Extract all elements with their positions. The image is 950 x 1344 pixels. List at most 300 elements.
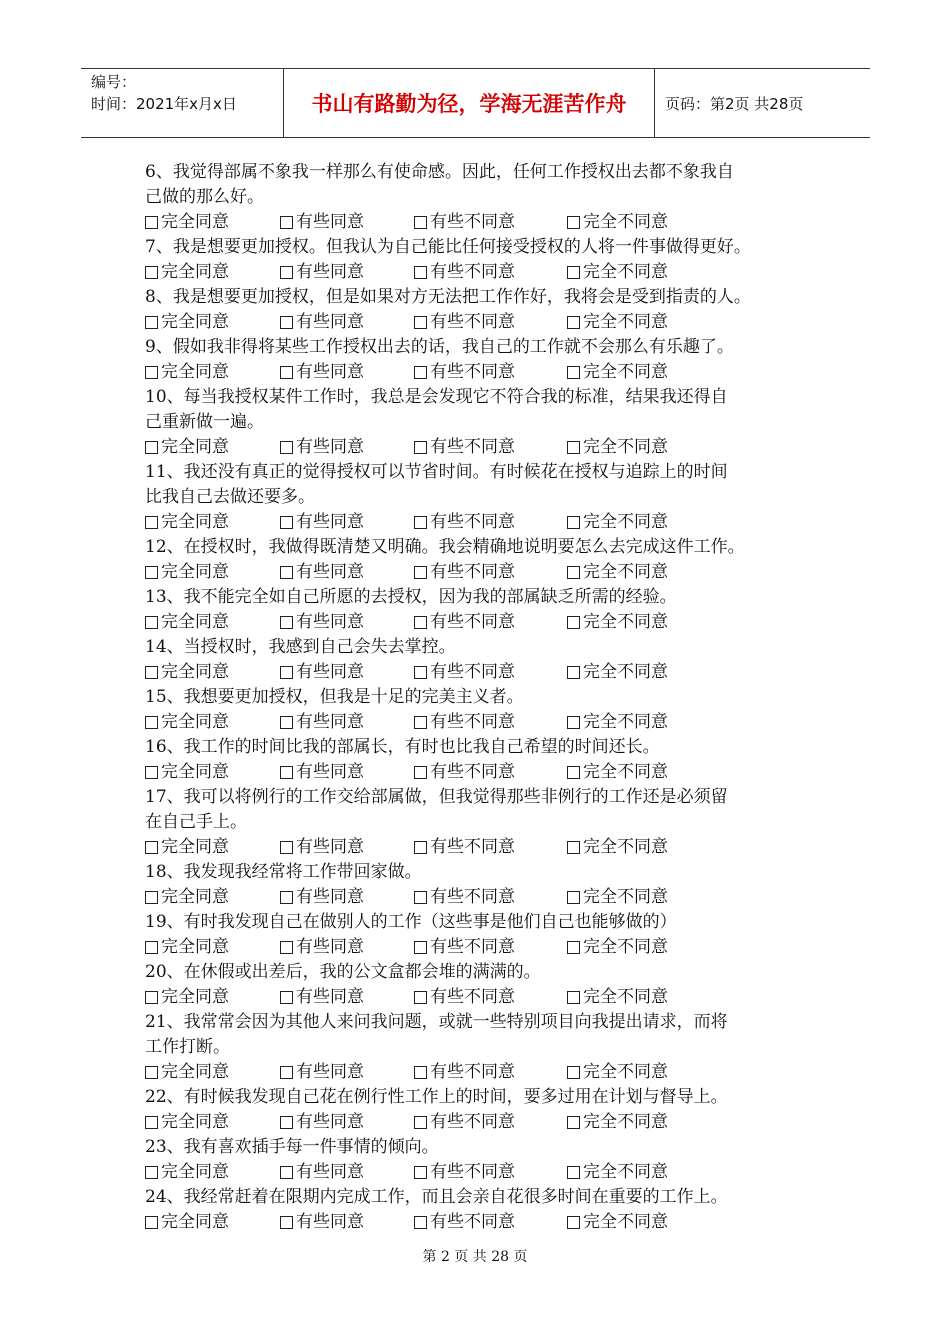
answer-option[interactable] <box>414 1210 567 1235</box>
answer-option[interactable] <box>414 760 567 785</box>
answer-option-label: 有些同意 <box>296 612 364 632</box>
answer-option-label: 有些同意 <box>296 312 364 332</box>
answer-option[interactable] <box>414 1060 567 1085</box>
answer-options <box>145 985 825 1010</box>
answer-option[interactable] <box>145 1060 280 1085</box>
answer-option-label: 有些同意 <box>296 712 364 732</box>
checkbox-icon[interactable] <box>145 366 158 379</box>
checkbox-icon[interactable] <box>414 841 427 854</box>
page-footer: 第 2 页 共 28 页 <box>422 1249 528 1265</box>
header-meta <box>81 69 283 137</box>
answer-option[interactable] <box>145 885 280 910</box>
answer-option[interactable] <box>280 1210 414 1235</box>
answer-option-label: 有些不同意 <box>430 512 515 532</box>
answer-option[interactable] <box>414 210 567 235</box>
answer-option-label: 完全不同意 <box>583 437 668 457</box>
question-item <box>145 1185 825 1235</box>
answer-option-label: 有些同意 <box>296 262 364 282</box>
answer-option[interactable] <box>280 935 414 960</box>
question-text: 6、我觉得部属不象我一样那么有使命感。因此，任何工作授权出去都不象我自 <box>145 162 734 182</box>
answer-option-label: 有些不同意 <box>430 212 515 232</box>
answer-option-label: 有些同意 <box>296 887 364 907</box>
answer-option[interactable] <box>145 610 280 635</box>
checkbox-icon[interactable] <box>414 316 427 329</box>
question-text: 己做的那么好。 <box>145 187 264 207</box>
checkbox-icon[interactable] <box>567 216 580 229</box>
answer-option-label: 有些不同意 <box>430 837 515 857</box>
question-item <box>145 685 825 735</box>
answer-option[interactable] <box>567 510 668 535</box>
question-item <box>145 460 825 535</box>
answer-option-label: 有些不同意 <box>430 1162 515 1182</box>
answer-option-label: 有些同意 <box>296 937 364 957</box>
answer-option[interactable] <box>567 310 668 335</box>
checkbox-icon[interactable] <box>414 1166 427 1179</box>
answer-option[interactable] <box>280 560 414 585</box>
answer-option[interactable] <box>145 510 280 535</box>
answer-option[interactable] <box>567 660 668 685</box>
answer-option[interactable] <box>414 1110 567 1135</box>
answer-option[interactable] <box>145 260 280 285</box>
answer-option[interactable] <box>414 560 567 585</box>
answer-option[interactable] <box>567 935 668 960</box>
answer-option-label: 完全不同意 <box>583 712 668 732</box>
answer-option-label: 完全不同意 <box>583 262 668 282</box>
answer-option[interactable] <box>567 560 668 585</box>
checkbox-icon[interactable] <box>280 516 293 529</box>
checkbox-icon[interactable] <box>567 316 580 329</box>
answer-options <box>145 1110 825 1135</box>
question-item <box>145 235 825 285</box>
answer-option-label: 完全同意 <box>161 212 229 232</box>
question-text: 13、我不能完全如自己所愿的去授权，因为我的部属缺乏所需的经验。 <box>145 587 677 607</box>
answer-option-label: 有些不同意 <box>430 1062 515 1082</box>
answer-option-label: 完全同意 <box>161 512 229 532</box>
answer-option-label: 有些同意 <box>296 1212 364 1232</box>
answer-option-label: 完全同意 <box>161 1212 229 1232</box>
answer-option[interactable] <box>280 885 414 910</box>
checkbox-icon[interactable] <box>280 316 293 329</box>
checkbox-icon[interactable] <box>414 666 427 679</box>
answer-option-label: 有些同意 <box>296 1162 364 1182</box>
answer-option[interactable] <box>280 310 414 335</box>
question-text: 15、我想要更加授权，但我是十足的完美主义者。 <box>145 687 524 707</box>
question-text: 17、我可以将例行的工作交给部属做，但我觉得那些非例行的工作还是必须留 <box>145 787 728 807</box>
checkbox-icon[interactable] <box>280 441 293 454</box>
answer-options <box>145 510 825 535</box>
answer-option-label: 有些同意 <box>296 1062 364 1082</box>
checkbox-icon[interactable] <box>280 216 293 229</box>
answer-option[interactable] <box>567 210 668 235</box>
question-text: 工作打断。 <box>145 1037 230 1057</box>
answer-option-label: 有些同意 <box>296 212 364 232</box>
answer-option-label: 有些同意 <box>296 437 364 457</box>
answer-option[interactable] <box>145 210 280 235</box>
question-text: 23、我有喜欢插手每一件事情的倾向。 <box>145 1137 439 1157</box>
checkbox-icon[interactable] <box>145 516 158 529</box>
answer-option-label: 完全同意 <box>161 612 229 632</box>
answer-option[interactable] <box>414 510 567 535</box>
question-text: 21、我常常会因为其他人来问我问题，或就一些特别项目向我提出请求，而将 <box>145 1012 728 1032</box>
checkbox-icon[interactable] <box>414 1116 427 1129</box>
checkbox-icon[interactable] <box>280 716 293 729</box>
answer-option-label: 完全不同意 <box>583 612 668 632</box>
answer-option[interactable] <box>145 310 280 335</box>
checkbox-icon[interactable] <box>414 441 427 454</box>
answer-option-label: 有些同意 <box>296 562 364 582</box>
answer-option-label: 有些不同意 <box>430 1212 515 1232</box>
answer-options <box>145 435 825 460</box>
document-number-label: 编号： <box>91 73 137 91</box>
question-text: 比我自己去做还要多。 <box>145 487 315 507</box>
answer-option-label: 有些不同意 <box>430 762 515 782</box>
checkbox-icon[interactable] <box>567 1116 580 1129</box>
answer-option[interactable] <box>280 985 414 1010</box>
answer-option[interactable] <box>280 210 414 235</box>
checkbox-icon[interactable] <box>145 616 158 629</box>
answer-option[interactable] <box>280 610 414 635</box>
answer-option-label: 有些同意 <box>296 512 364 532</box>
checkbox-icon[interactable] <box>567 666 580 679</box>
answer-option-label: 完全不同意 <box>583 362 668 382</box>
page-info: 页码：第2页 共28页 <box>665 94 804 113</box>
question-text: 14、当授权时，我感到自己会失去掌控。 <box>145 637 456 657</box>
checkbox-icon[interactable] <box>280 1066 293 1079</box>
answer-option-label: 完全同意 <box>161 362 229 382</box>
answer-option[interactable] <box>414 985 567 1010</box>
answer-option[interactable] <box>414 610 567 635</box>
answer-options <box>145 710 825 735</box>
answer-option-label: 完全同意 <box>161 887 229 907</box>
answer-option-label: 完全不同意 <box>583 312 668 332</box>
answer-option[interactable] <box>280 1160 414 1185</box>
answer-option-label: 有些同意 <box>296 762 364 782</box>
answer-option-label: 完全同意 <box>161 312 229 332</box>
answer-option[interactable] <box>567 885 668 910</box>
checkbox-icon[interactable] <box>145 316 158 329</box>
answer-option-label: 完全不同意 <box>583 1212 668 1232</box>
question-text: 18、我发现我经常将工作带回家做。 <box>145 862 422 882</box>
answer-option-label: 有些不同意 <box>430 437 515 457</box>
answer-options <box>145 360 825 385</box>
answer-option-label: 有些同意 <box>296 662 364 682</box>
answer-option[interactable] <box>280 760 414 785</box>
question-item <box>145 335 825 385</box>
answer-options <box>145 1060 825 1085</box>
answer-option[interactable] <box>567 985 668 1010</box>
checkbox-icon[interactable] <box>280 1116 293 1129</box>
answer-option[interactable] <box>414 435 567 460</box>
checkbox-icon[interactable] <box>280 666 293 679</box>
checkbox-icon[interactable] <box>414 616 427 629</box>
answer-option-label: 有些不同意 <box>430 362 515 382</box>
answer-option-label: 有些不同意 <box>430 987 515 1007</box>
document-date: 时间：2021年x月x日 <box>91 95 237 113</box>
checkbox-icon[interactable] <box>280 1216 293 1229</box>
question-item <box>145 960 825 1010</box>
header-page-info-cell <box>655 69 870 137</box>
checkbox-icon[interactable] <box>567 941 580 954</box>
answer-options <box>145 560 825 585</box>
question-text: 12、在授权时，我做得既清楚又明确。我会精确地说明要怎么去完成这件工作。 <box>145 537 745 557</box>
checkbox-icon[interactable] <box>280 566 293 579</box>
checkbox-icon[interactable] <box>145 991 158 1004</box>
question-item <box>145 585 825 635</box>
answer-option[interactable] <box>280 710 414 735</box>
question-item <box>145 1085 825 1135</box>
answer-option-label: 完全不同意 <box>583 937 668 957</box>
answer-option-label: 有些同意 <box>296 362 364 382</box>
answer-option[interactable] <box>414 660 567 685</box>
answer-option-label: 有些同意 <box>296 837 364 857</box>
answer-option[interactable] <box>280 660 414 685</box>
answer-option[interactable] <box>145 660 280 685</box>
answer-option[interactable] <box>414 935 567 960</box>
question-text: 8、我是想要更加授权，但是如果对方无法把工作作好，我将会是受到指责的人。 <box>145 287 751 307</box>
checkbox-icon[interactable] <box>567 1216 580 1229</box>
checkbox-icon[interactable] <box>145 666 158 679</box>
checkbox-icon[interactable] <box>280 366 293 379</box>
answer-option[interactable] <box>414 710 567 735</box>
checkbox-icon[interactable] <box>145 566 158 579</box>
checkbox-icon[interactable] <box>145 891 158 904</box>
page-header <box>81 68 870 138</box>
answer-option-label: 有些不同意 <box>430 612 515 632</box>
answer-options <box>145 260 825 285</box>
answer-option[interactable] <box>280 510 414 535</box>
question-item <box>145 1135 825 1185</box>
checkbox-icon[interactable] <box>145 766 158 779</box>
question-item <box>145 160 825 235</box>
answer-options <box>145 835 825 860</box>
answer-option[interactable] <box>567 435 668 460</box>
question-text: 10、每当我授权某件工作时，我总是会发现它不符合我的标准，结果我还得自 <box>145 387 728 407</box>
answer-options <box>145 1210 825 1235</box>
question-text: 16、我工作的时间比我的部属长，有时也比我自己希望的时间还长。 <box>145 737 660 757</box>
answer-options <box>145 310 825 335</box>
answer-option-label: 有些不同意 <box>430 262 515 282</box>
checkbox-icon[interactable] <box>567 366 580 379</box>
checkbox-icon[interactable] <box>414 941 427 954</box>
checkbox-icon[interactable] <box>414 216 427 229</box>
checkbox-icon[interactable] <box>414 266 427 279</box>
checkbox-icon[interactable] <box>145 441 158 454</box>
answer-option-label: 完全同意 <box>161 837 229 857</box>
answer-option-label: 完全同意 <box>161 1112 229 1132</box>
answer-option[interactable] <box>567 610 668 635</box>
checkbox-icon[interactable] <box>567 1066 580 1079</box>
question-text: 19、有时我发现自己在做别人的工作（这些事是他们自己也能够做的） <box>145 912 677 932</box>
question-text: 11、我还没有真正的觉得授权可以节省时间。有时候花在授权与追踪上的时间 <box>145 462 728 482</box>
answer-option-label: 完全同意 <box>161 1062 229 1082</box>
answer-option[interactable] <box>280 435 414 460</box>
answer-option[interactable] <box>414 360 567 385</box>
checkbox-icon[interactable] <box>567 441 580 454</box>
checkbox-icon[interactable] <box>145 941 158 954</box>
answer-option[interactable] <box>145 935 280 960</box>
checkbox-icon[interactable] <box>567 991 580 1004</box>
checkbox-icon[interactable] <box>567 516 580 529</box>
answer-option-label: 完全不同意 <box>583 512 668 532</box>
answer-options <box>145 210 825 235</box>
checkbox-icon[interactable] <box>414 991 427 1004</box>
answer-option-label: 完全不同意 <box>583 887 668 907</box>
checkbox-icon[interactable] <box>567 766 580 779</box>
answer-option[interactable] <box>567 360 668 385</box>
answer-option-label: 完全不同意 <box>583 1062 668 1082</box>
checkbox-icon[interactable] <box>280 891 293 904</box>
answer-option[interactable] <box>145 835 280 860</box>
answer-option[interactable] <box>280 360 414 385</box>
answer-option[interactable] <box>145 760 280 785</box>
checkbox-icon[interactable] <box>145 716 158 729</box>
checkbox-icon[interactable] <box>567 616 580 629</box>
answer-options <box>145 935 825 960</box>
answer-option[interactable] <box>414 260 567 285</box>
checkbox-icon[interactable] <box>567 566 580 579</box>
answer-option-label: 完全同意 <box>161 562 229 582</box>
checkbox-icon[interactable] <box>567 1166 580 1179</box>
answer-option-label: 完全同意 <box>161 762 229 782</box>
answer-option[interactable] <box>567 835 668 860</box>
header-motto-cell <box>283 69 655 137</box>
answer-options <box>145 760 825 785</box>
answer-option-label: 完全同意 <box>161 987 229 1007</box>
answer-option[interactable] <box>145 710 280 735</box>
answer-option[interactable] <box>567 260 668 285</box>
answer-option-label: 完全不同意 <box>583 212 668 232</box>
checkbox-icon[interactable] <box>145 266 158 279</box>
answer-option[interactable] <box>280 1060 414 1085</box>
answer-option-label: 完全同意 <box>161 937 229 957</box>
checkbox-icon[interactable] <box>145 1216 158 1229</box>
answer-option[interactable] <box>567 1160 668 1185</box>
question-text: 在自己手上。 <box>145 812 247 832</box>
checkbox-icon[interactable] <box>414 1216 427 1229</box>
question-item <box>145 910 825 960</box>
questionnaire <box>145 160 825 1235</box>
checkbox-icon[interactable] <box>280 766 293 779</box>
checkbox-icon[interactable] <box>280 616 293 629</box>
answer-option[interactable] <box>567 760 668 785</box>
answer-option[interactable] <box>145 1110 280 1135</box>
answer-options <box>145 1160 825 1185</box>
answer-option-label: 有些不同意 <box>430 1112 515 1132</box>
checkbox-icon[interactable] <box>414 366 427 379</box>
answer-options <box>145 885 825 910</box>
checkbox-icon[interactable] <box>414 716 427 729</box>
checkbox-icon[interactable] <box>280 1166 293 1179</box>
question-text: 20、在休假或出差后，我的公文盒都会堆的满满的。 <box>145 962 541 982</box>
checkbox-icon[interactable] <box>567 716 580 729</box>
answer-option[interactable] <box>145 560 280 585</box>
question-item <box>145 1010 825 1085</box>
answer-option[interactable] <box>280 1110 414 1135</box>
question-item <box>145 635 825 685</box>
checkbox-icon[interactable] <box>145 1166 158 1179</box>
answer-option-label: 完全不同意 <box>583 837 668 857</box>
question-item <box>145 385 825 460</box>
checkbox-icon[interactable] <box>567 266 580 279</box>
question-text: 9、假如我非得将某些工作授权出去的话，我自己的工作就不会那么有乐趣了。 <box>145 337 734 357</box>
checkbox-icon[interactable] <box>145 1066 158 1079</box>
answer-option[interactable] <box>567 1110 668 1135</box>
question-item <box>145 860 825 910</box>
question-text: 己重新做一遍。 <box>145 412 264 432</box>
question-item <box>145 785 825 860</box>
answer-option[interactable] <box>567 1060 668 1085</box>
answer-option-label: 完全不同意 <box>583 987 668 1007</box>
answer-option-label: 有些不同意 <box>430 662 515 682</box>
answer-option[interactable] <box>145 360 280 385</box>
answer-options <box>145 610 825 635</box>
motto: 书山有路勤为径，学海无涯苦作舟 <box>311 92 627 116</box>
answer-option-label: 完全同意 <box>161 262 229 282</box>
answer-option[interactable] <box>567 710 668 735</box>
checkbox-icon[interactable] <box>414 566 427 579</box>
answer-option[interactable] <box>145 1210 280 1235</box>
answer-option-label: 完全同意 <box>161 1162 229 1182</box>
answer-option-label: 有些不同意 <box>430 937 515 957</box>
answer-option-label: 有些不同意 <box>430 562 515 582</box>
checkbox-icon[interactable] <box>567 841 580 854</box>
answer-option-label: 有些不同意 <box>430 712 515 732</box>
checkbox-icon[interactable] <box>145 1116 158 1129</box>
answer-option[interactable] <box>567 1210 668 1235</box>
answer-option-label: 有些不同意 <box>430 312 515 332</box>
answer-option[interactable] <box>145 985 280 1010</box>
answer-option-label: 有些不同意 <box>430 887 515 907</box>
answer-option[interactable] <box>414 310 567 335</box>
question-item <box>145 735 825 785</box>
checkbox-icon[interactable] <box>414 766 427 779</box>
checkbox-icon[interactable] <box>145 841 158 854</box>
answer-option[interactable] <box>280 260 414 285</box>
checkbox-icon[interactable] <box>567 891 580 904</box>
checkbox-icon[interactable] <box>280 991 293 1004</box>
answer-option-label: 完全不同意 <box>583 662 668 682</box>
question-text: 22、有时候我发现自己花在例行性工作上的时间，要多过用在计划与督导上。 <box>145 1087 728 1107</box>
checkbox-icon[interactable] <box>280 941 293 954</box>
checkbox-icon[interactable] <box>145 216 158 229</box>
answer-options <box>145 660 825 685</box>
answer-option-label: 完全不同意 <box>583 562 668 582</box>
answer-option[interactable] <box>145 435 280 460</box>
question-text: 7、我是想要更加授权。但我认为自己能比任何接受授权的人将一件事做得更好。 <box>145 237 751 257</box>
answer-option[interactable] <box>145 1160 280 1185</box>
answer-option-label: 完全同意 <box>161 712 229 732</box>
answer-option-label: 有些同意 <box>296 987 364 1007</box>
question-item <box>145 535 825 585</box>
answer-option[interactable] <box>414 885 567 910</box>
checkbox-icon[interactable] <box>414 1066 427 1079</box>
answer-option[interactable] <box>414 835 567 860</box>
checkbox-icon[interactable] <box>414 891 427 904</box>
answer-option-label: 完全不同意 <box>583 1112 668 1132</box>
checkbox-icon[interactable] <box>280 266 293 279</box>
question-item <box>145 285 825 335</box>
answer-option-label: 完全同意 <box>161 662 229 682</box>
answer-option[interactable] <box>280 835 414 860</box>
answer-option-label: 有些同意 <box>296 1112 364 1132</box>
checkbox-icon[interactable] <box>414 516 427 529</box>
answer-option[interactable] <box>414 1160 567 1185</box>
answer-option-label: 完全不同意 <box>583 1162 668 1182</box>
question-text: 24、我经常赶着在限期内完成工作，而且会亲自花很多时间在重要的工作上。 <box>145 1187 728 1207</box>
answer-option-label: 完全不同意 <box>583 762 668 782</box>
answer-option-label: 完全同意 <box>161 437 229 457</box>
checkbox-icon[interactable] <box>280 841 293 854</box>
